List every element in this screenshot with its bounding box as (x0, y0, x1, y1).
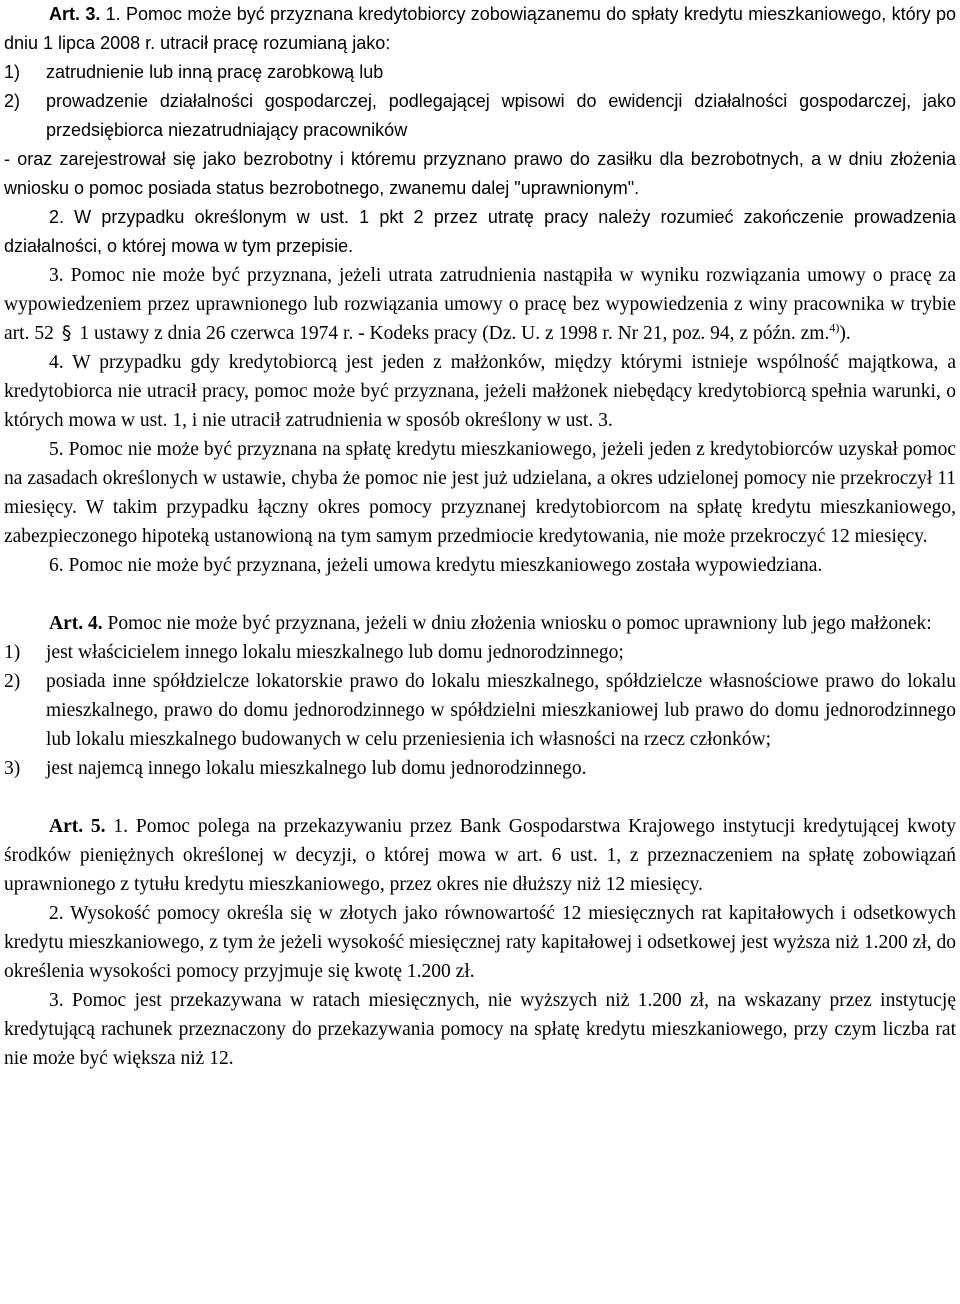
art4-points-list (4, 638, 956, 783)
art5-paragraph-1: Art. 5. 1. Pomoc polega na przekazywaniu przez Bank Gospodarstwa Krajowego instytucji kredytującej kwoty środków pieniężnych określonej w decyzji, o której mowa w art. 6 ust. 1, z przeznaczeniem na spłatę zobowiązań uprawnionego z tytułu kredytu mieszkaniowego, przez okres nie dłuższy niż 12 miesięcy. (4, 816, 957, 895)
spacer (4, 580, 956, 609)
list-item: 3) jest najemcą innego lokalu mieszkalnego lub domu jednorodzinnego. (4, 758, 587, 779)
spacer (4, 783, 956, 812)
art3-paragraph-2: 2. W przypadku określonym w ust. 1 pkt 2 przez utratę pracy należy rozumieć zakończenie prowadzenia działalności, o której mowa w tym przepisie. (4, 207, 956, 256)
art5-paragraph-3: 3. Pomoc jest przekazywana w ratach miesięcznych, nie wyższych niż 1.200 zł, na wskazany przez instytucję kredytującą rachunek przeznaczony do przekazywania pomocy na spłatę kredytu mieszkaniowego, przy czym liczba rat nie może być większa niż 12. (4, 990, 956, 1069)
art3-paragraph-4: 4. W przypadku gdy kredytobiorcą jest jeden z małżonków, między którymi istnieje wspólność majątkowa, a kredytobiorca nie utracił pracy, pomoc może być przyznana, jeżeli małżonek niebędący kredytobiorcą spełnia warunki, o których mowa w ust. 1, i nie utracił zatrudnienia w sposób określony w ust. 3. (4, 352, 956, 431)
art5-paragraph-2: 2. Wysokość pomocy określa się w złotych jako równowartość 12 miesięcznych rat kapitałowych i odsetkowych kredytu mieszkaniowego, z tym że jeżeli wysokość miesięcznej raty kapitałowej i odsetkowej jest wyższa niż 1.200 zł, do określenia wysokości pomocy przyjmuje się kwotę 1.200 zł. (4, 903, 956, 982)
list-item: 2) posiada inne spółdzielcze lokatorskie prawo do lokalu mieszkalnego, spółdzielcze własnościowe prawo do lokalu mieszkalnego, prawo do domu jednorodzinnego w spółdzielni mieszkaniowej lub prawo do domu jednorodzinnego lub lokalu mieszkalnego budowanych w celu przeniesienia ich własności na rzecz członków; (4, 671, 956, 750)
art3-paragraph-5: 5. Pomoc nie może być przyznana na spłatę kredytu mieszkaniowego, jeżeli jeden z kredytobiorców uzyskał pomoc na zasadach określonych w ustawie, chyba że pomoc nie jest już udzielana, a okres udzielonej pomocy nie przekroczył 11 miesięcy. W takim przypadku łączny okres pomocy przyznanej kredytobiorcom na spłatę kredytu mieszkaniowego, zabezpieczonego hipoteką ustanowioną na tym samym przedmiocie kredytowania, nie może przekroczyć 12 miesięcy. (4, 439, 956, 547)
art3-paragraph-1-tail: - oraz zarejestrował się jako bezrobotny i któremu przyznano prawo do zasiłku dla bezrobotnych, a w dniu złożenia wniosku o pomoc posiada status bezrobotnego, zwanemu dalej "uprawnionym". (4, 149, 956, 198)
list-item: 1) jest właścicielem innego lokalu mieszkalnego lub domu jednorodzinnego; (4, 642, 624, 663)
article-label: Art. 4. (49, 613, 103, 634)
art3-paragraph-1: Art. 3. 1. Pomoc może być przyznana kredytobiorcy zobowiązanemu do spłaty kredytu mieszkaniowego, który po dniu 1 lipca 2008 r. utracił pracę rozumianą jako: (4, 4, 956, 53)
article-label: Art. 5. (49, 816, 106, 837)
article-5 (4, 812, 956, 1073)
section-sign: § (61, 322, 72, 344)
list-item: 1) zatrudnienie lub inną pracę zarobkową lub (4, 62, 384, 82)
article-3 (4, 0, 956, 580)
art3-points-list (4, 58, 956, 145)
document-page (4, 0, 956, 1073)
article-4 (4, 609, 956, 783)
art3-paragraph-3: 3. Pomoc nie może być przyznana, jeżeli utrata zatrudnienia nastąpiła w wyniku rozwiązania umowy o pracę za wypowiedzeniem przez uprawnionego lub rozwiązania umowy o pracę bez wypowiedzenia z winy pracownika w trybie art. 52 § 1 ustawy z dnia 26 czerwca 1974 r. - Kodeks pracy (Dz. U. z 1998 r. Nr 21, poz. 94, z późn. zm.$^{4)}$). (4, 265, 956, 344)
art3-paragraph-6: 6. Pomoc nie może być przyznana, jeżeli umowa kredytu mieszkaniowego została wypowiedziana. (49, 555, 823, 576)
list-item: 2) prowadzenie działalności gospodarczej, podlegającej wpisowi do ewidencji działalności gospodarczej, jako przedsiębiorca niezatrudniający pracowników (4, 91, 956, 140)
art4-lead: Art. 4. Pomoc nie może być przyznana, jeżeli w dniu złożenia wniosku o pomoc uprawniony lub jego małżonek: (49, 613, 932, 634)
article-label: Art. 3. (49, 4, 101, 24)
footnote-ref: 4) (829, 320, 840, 335)
